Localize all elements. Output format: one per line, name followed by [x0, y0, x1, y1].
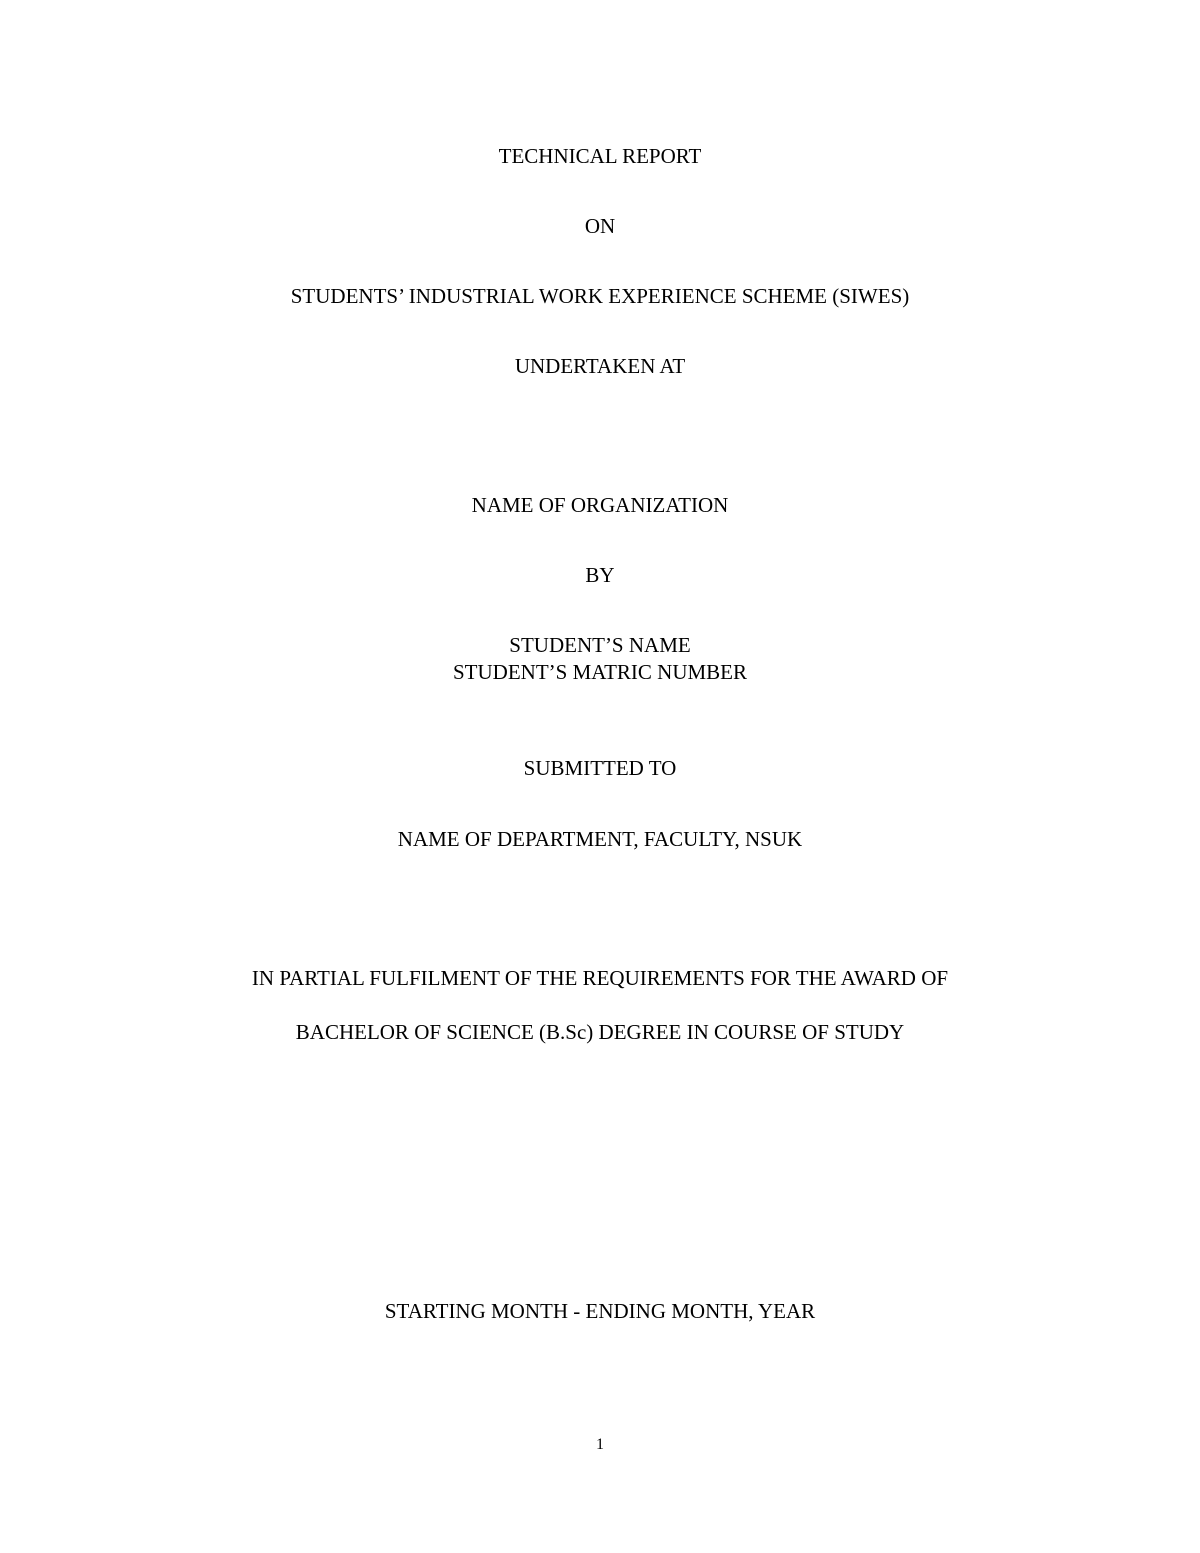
fulfilment-statement-line-2: BACHELOR OF SCIENCE (B.Sc) DEGREE IN COURSE OF STUDY	[295, 1020, 905, 1044]
scheme-name: STUDENTS’ INDUSTRIAL WORK EXPERIENCE SCHEME (SIWES)	[290, 284, 910, 308]
fulfilment-statement-line-1: IN PARTIAL FULFILMENT OF THE REQUIREMENTS FOR THE AWARD OF	[251, 966, 949, 990]
page-number: 1	[596, 1436, 604, 1453]
report-period: STARTING MONTH - ENDING MONTH, YEAR	[384, 1299, 816, 1323]
submitted-to-label: SUBMITTED TO	[523, 756, 677, 780]
department-name: NAME OF DEPARTMENT, FACULTY, NSUK	[397, 827, 803, 851]
by-label: BY	[585, 563, 615, 587]
student-matric-number: STUDENT’S MATRIC NUMBER	[452, 660, 748, 684]
organization-name: NAME OF ORGANIZATION	[471, 493, 729, 517]
on-label: ON	[584, 214, 616, 238]
report-title: TECHNICAL REPORT	[498, 144, 702, 168]
undertaken-at-label: UNDERTAKEN AT	[514, 354, 686, 378]
student-name: STUDENT’S NAME	[509, 633, 691, 657]
